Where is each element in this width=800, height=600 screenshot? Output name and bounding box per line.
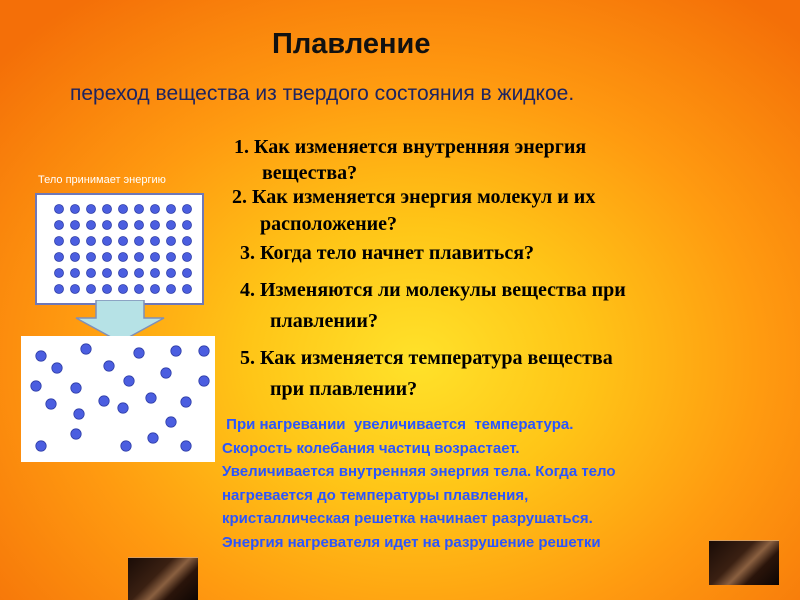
molecule-dot xyxy=(104,361,114,371)
molecule-dot xyxy=(135,285,144,294)
molecule-dot xyxy=(167,205,176,214)
molecule-dot xyxy=(119,205,128,214)
molecule-dot xyxy=(183,269,192,278)
molecule-dot xyxy=(135,237,144,246)
molecule-dot xyxy=(135,269,144,278)
solid-lattice-image xyxy=(35,193,204,305)
answer-line-3: Увеличивается внутренняя энергия тела. Когда тело xyxy=(222,463,616,480)
molecule-dot xyxy=(103,221,112,230)
molecule-dot xyxy=(135,205,144,214)
molecule-dot xyxy=(71,285,80,294)
molecule-dot xyxy=(103,285,112,294)
molecule-dot xyxy=(87,285,96,294)
molecule-dot xyxy=(171,346,181,356)
question-5-line-2: при плавлении? xyxy=(270,378,418,400)
molecule-dot xyxy=(103,205,112,214)
molecule-dot xyxy=(55,253,64,262)
question-4 xyxy=(240,277,626,335)
molecule-dot xyxy=(124,376,134,386)
molecule-dot xyxy=(167,285,176,294)
answer-line-6: Энергия нагревателя идет на разрушение решетки xyxy=(222,533,601,551)
molecule-dot xyxy=(71,221,80,230)
molecule-dot xyxy=(71,253,80,262)
question-4-line-2: плавлении? xyxy=(270,310,378,332)
answer-text xyxy=(222,413,742,554)
molecule-dot xyxy=(87,237,96,246)
molecule-dot xyxy=(167,221,176,230)
molecule-dot xyxy=(36,441,46,451)
molecule-dot xyxy=(46,399,56,409)
molecule-dot xyxy=(151,221,160,230)
question-3-line-1: 3. Когда тело начнет плавиться? xyxy=(240,242,535,264)
molecule-dot xyxy=(146,393,156,403)
molecule-dot xyxy=(55,221,64,230)
molecule-dot xyxy=(55,237,64,246)
molecule-dot xyxy=(71,429,81,439)
molecule-dot xyxy=(135,221,144,230)
molecule-dot xyxy=(151,237,160,246)
answer-line-5: кристаллическая решетка начинает разрушаться. xyxy=(222,510,593,527)
molecule-dot xyxy=(151,205,160,214)
nav-forward-button[interactable] xyxy=(709,540,779,585)
molecule-dot xyxy=(167,269,176,278)
molecule-dot xyxy=(181,441,191,451)
question-5-line-1: 5. Как изменяется температура вещества xyxy=(240,347,613,369)
molecule-dot xyxy=(87,205,96,214)
molecule-dot xyxy=(87,253,96,262)
molecule-dot xyxy=(119,269,128,278)
molecule-dot xyxy=(55,285,64,294)
molecule-dot xyxy=(119,221,128,230)
question-1 xyxy=(234,134,586,185)
question-2-line-2: расположение? xyxy=(260,213,398,235)
molecule-dot xyxy=(71,269,80,278)
molecule-dot xyxy=(87,269,96,278)
molecule-dot xyxy=(119,237,128,246)
question-1-line-2: вещества? xyxy=(262,162,358,184)
molecule-dot xyxy=(183,237,192,246)
molecule-dot xyxy=(55,205,64,214)
molecule-dot xyxy=(134,348,144,358)
molecule-dot xyxy=(151,269,160,278)
molecule-dot xyxy=(99,396,109,406)
molecule-dot xyxy=(52,363,62,373)
liquid-molecules-image xyxy=(21,336,215,462)
liquid-molecules-svg xyxy=(21,336,215,462)
question-3 xyxy=(240,240,534,267)
molecule-dot xyxy=(31,381,41,391)
molecule-dot xyxy=(199,376,209,386)
molecule-dot xyxy=(71,237,80,246)
nav-back-button[interactable] xyxy=(128,557,198,600)
molecule-dot xyxy=(135,253,144,262)
molecule-dot xyxy=(103,269,112,278)
molecule-dot xyxy=(103,253,112,262)
molecule-dot xyxy=(166,417,176,427)
molecule-dot xyxy=(148,433,158,443)
question-4-line-1: 4. Изменяются ли молекулы вещества при xyxy=(240,279,626,301)
molecule-dot xyxy=(183,285,192,294)
solid-lattice-svg xyxy=(37,195,202,303)
molecule-dot xyxy=(151,285,160,294)
question-1-line-1: 1. Как изменяется внутренняя энергия xyxy=(234,136,587,158)
answer-line-1: При нагревании увеличивается температура. xyxy=(222,416,574,433)
molecule-dot xyxy=(55,269,64,278)
molecule-dot xyxy=(183,253,192,262)
molecule-dot xyxy=(119,253,128,262)
answer-line-2: Скорость колебания частиц возрастает. xyxy=(222,439,520,457)
molecule-dot xyxy=(36,351,46,361)
molecule-dot xyxy=(151,253,160,262)
molecule-dot xyxy=(81,344,91,354)
slide-subtitle: переход вещества из твердого состояния в жидкое. xyxy=(70,82,575,105)
molecule-dot xyxy=(183,221,192,230)
molecule-dot xyxy=(71,383,81,393)
molecule-dot xyxy=(103,237,112,246)
molecule-dot xyxy=(118,403,128,413)
molecule-dot xyxy=(183,205,192,214)
slide-title: Плавление xyxy=(272,28,431,60)
molecule-dot xyxy=(119,285,128,294)
question-5 xyxy=(240,345,613,403)
energy-caption: Тело принимает энергию xyxy=(38,174,166,186)
answer-line-4: нагревается до температуры плавления, xyxy=(222,486,529,504)
molecule-dot xyxy=(121,441,131,451)
molecule-dot xyxy=(167,253,176,262)
molecule-dot xyxy=(161,368,171,378)
molecule-dot xyxy=(199,346,209,356)
question-2-line-1: 2. Как изменяется энергия молекул и их xyxy=(232,186,596,208)
molecule-dot xyxy=(167,237,176,246)
molecule-dot xyxy=(181,397,191,407)
molecule-dot xyxy=(71,205,80,214)
molecule-dot xyxy=(87,221,96,230)
molecule-dot xyxy=(74,409,84,419)
question-2 xyxy=(232,184,595,238)
